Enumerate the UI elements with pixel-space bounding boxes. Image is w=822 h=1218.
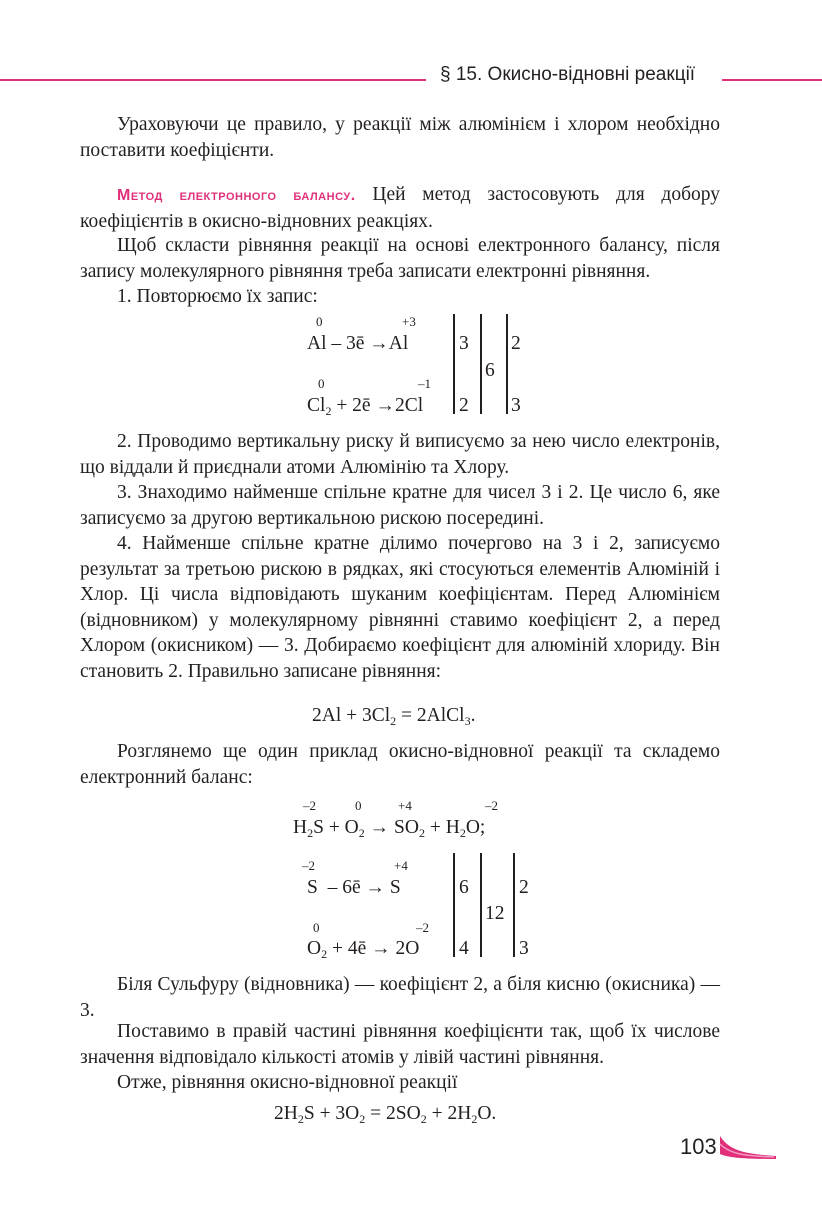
balance-bar-3 xyxy=(506,314,508,414)
half-reaction-s: S – 6ē → S xyxy=(307,877,401,898)
paragraph-right-side: Поставимо в правій частині рівняння коефіцієнти так, щоб їх числове значення відповідало кількості атомів у лівій частині рівняння. xyxy=(80,1021,720,1068)
ox-state-al-right: +3 xyxy=(402,314,416,329)
header-rule-left xyxy=(0,79,426,81)
balance2-bar-3 xyxy=(513,853,515,957)
ox-state-s2-right: +4 xyxy=(394,858,408,873)
section-title: § 15. Окисно-відновні реакції xyxy=(440,64,696,85)
page-number: 103 xyxy=(680,1134,717,1159)
half-reaction-al: Al – 3ē →Al xyxy=(307,333,409,354)
half-reaction-cl: $Cl_2$ + 2ē →2Cl xyxy=(307,395,424,418)
equation-h2s-o2-text: $H_2S + O_2 \to SO_2 + H_2O$; xyxy=(293,817,486,840)
method-text: Цей метод застосовують для добору коефіцієнтів в окисно-відновних реакціях. xyxy=(80,184,720,232)
coef-s: 2 xyxy=(519,877,529,898)
electrons-al: 3 xyxy=(459,333,469,354)
ox-state-cl-left: 0 xyxy=(318,376,325,391)
balance-bar-2 xyxy=(480,314,482,414)
balance2-bar-2 xyxy=(480,853,482,957)
paragraph-balance-explanation: Щоб скласти рівняння реакції на основі електронного балансу, після запису молекулярного рівняння треба записати електронні рівняння. xyxy=(80,235,720,282)
paragraph-step-1: 1. Повторюємо їх запис: xyxy=(117,286,318,307)
coef-o: 3 xyxy=(519,938,529,959)
page-corner-decoration xyxy=(718,1132,778,1162)
coef-cl: 3 xyxy=(511,395,521,416)
ox-state-o-right: –2 xyxy=(485,798,498,813)
ox-state-s-right: +4 xyxy=(398,798,412,813)
ox-state-cl-right: –1 xyxy=(418,376,431,391)
header-rule-right xyxy=(722,79,822,81)
method-heading: Метод електронного балансу. xyxy=(117,187,356,204)
ox-state-o2-left: 0 xyxy=(313,920,320,935)
electrons-o: 4 xyxy=(459,938,469,959)
paragraph-coefficients-result: Біля Сульфуру (відновника) — коефіцієнт 2, а біля кисню (окисника) — 3. xyxy=(80,974,720,1021)
balance-bar-1 xyxy=(453,314,455,414)
ox-state-o2-right: –2 xyxy=(416,920,429,935)
paragraph-step-4: 4. Найменше спільне кратне ділимо почергово на 3 і 2, записуємо результат за третьою рискою в рядках, які стосуються елементів Алюміній і Хлор. Ці числа відповідають шуканим коефіцієнтам. Перед Алюмінієм (відновником) у молекулярному рівнянні ставимо коефіцієнт 2, а перед Хлором (окисником) — 3. Добираємо коефіцієнт для алюміній хлориду. Він становить 2. Правильно записане рівняння: xyxy=(80,533,720,682)
electrons-cl: 2 xyxy=(459,395,469,416)
electrons-s: 6 xyxy=(459,877,469,898)
paragraph-second-example: Розглянемо ще один приклад окисно-відновної реакції та складемо електронний баланс: xyxy=(80,741,720,788)
balance2-bar-1 xyxy=(453,853,455,957)
coef-al: 2 xyxy=(511,333,521,354)
ox-state-o-left: 0 xyxy=(355,798,362,813)
equation-al-cl: $2Al + 3Cl_2$ = 2AlCl$_3$. xyxy=(312,705,476,728)
lcm-value-2: 12 xyxy=(485,903,505,924)
ox-state-s2-left: –2 xyxy=(302,858,315,873)
paragraph-therefore: Отже, рівняння окисно-відновної реакції xyxy=(117,1072,458,1093)
equation-final: $2H_2S + 3O_2 = 2SO_2 + 2H_2O$. xyxy=(274,1103,497,1126)
lcm-value: 6 xyxy=(485,360,495,381)
ox-state-al-left: 0 xyxy=(316,314,323,329)
paragraph-step-3: 3. Знаходимо найменше спільне кратне для чисел 3 і 2. Це число 6, яке записуємо за другою вертикальною рискою посередині. xyxy=(80,482,720,529)
half-reaction-o: $O_2$ + 4ē → 2O xyxy=(307,938,420,961)
paragraph-method xyxy=(80,182,720,234)
ox-state-s-left: –2 xyxy=(303,798,316,813)
paragraph-intro: Ураховуючи це правило, у реакції між алюмінієм і хлором необхідно поставити коефіцієнти. xyxy=(80,114,720,161)
paragraph-step-2: 2. Проводимо вертикальну риску й виписуємо за нею число електронів, що віддали й приєднали атоми Алюмінію та Хлору. xyxy=(80,431,720,478)
